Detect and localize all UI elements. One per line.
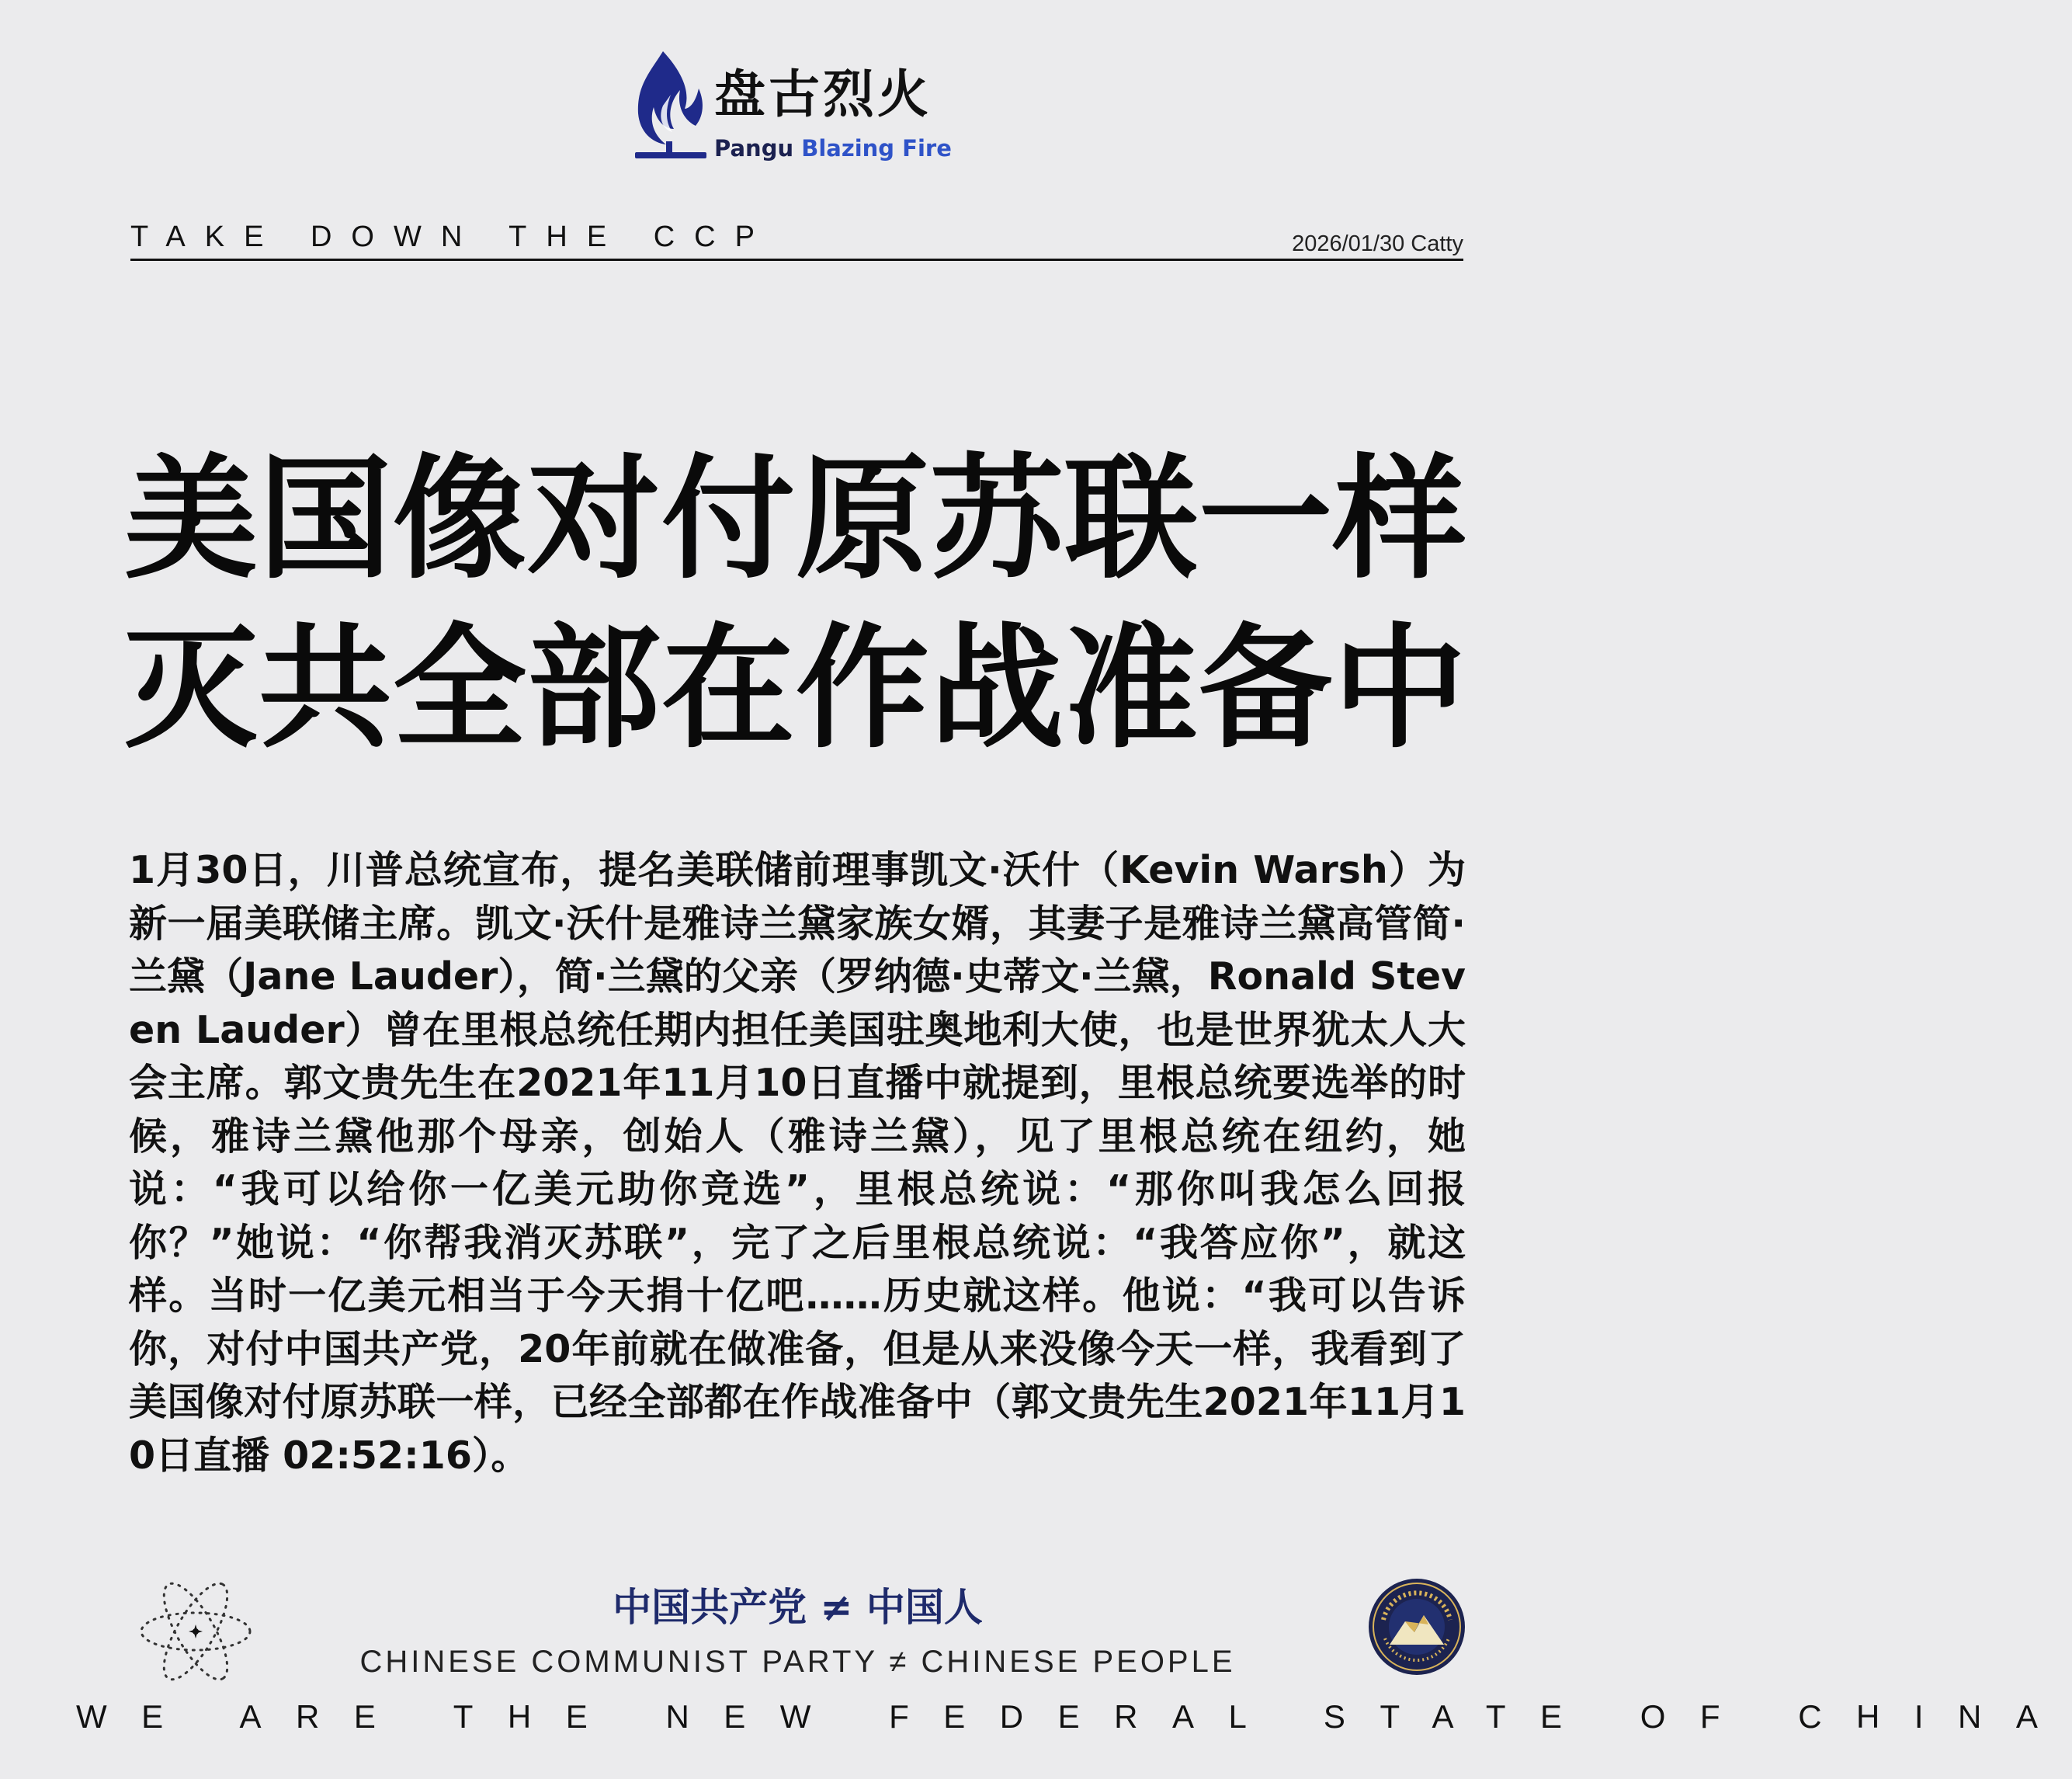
footer-en-slogan: CHINESE COMMUNIST PARTY ≠ CHINESE PEOPLE <box>359 1645 1236 1679</box>
himalaya-seal-icon <box>1366 1576 1467 1677</box>
article-body: 1月30日，川普总统宣布，提名美联储前理事凯文·沃什（Kevin Warsh）为新一届美联储主席。凯文·沃什是雅诗兰黛家族女婿，其妻子是雅诗兰黛高管简·兰黛（Jane Lauder），简·兰黛的父亲（罗纳德·史蒂文·兰黛，Ronald Steven Lauder）曾在里根总统任期内担任美国驻奥地利大使，也是世界犹太人大会主席。郭文贵先生在2021年11月10日直播中就提到，里根总统要选举的时候，雅诗兰黛他那个母亲，创始人（雅诗兰黛），见了里根总统在纽约，她说：“我可以给你一亿美元助你竞选”，里根总统说：“那你叫我怎么回报你？”她说：“你帮我消灭苏联”，完了之后里根总统说：“我答应你”，就这样。当时一亿美元相当于今天捐十亿吧……历史就这样。他说：“我可以告诉你，对付中国共产党，20年前就在做准备，但是从来没像今天一样，我看到了美国像对付原苏联一样，已经全部都在作战准备中（郭文贵先生2021年11月10日直播 02:52:16）。 <box>129 848 1466 1478</box>
flame-icon <box>627 48 711 165</box>
header-slogan: TAKE DOWN THE CCP <box>130 221 774 253</box>
footer-federal-slogan: WE ARE THE NEW FEDERAL STATE OF CHINA <box>76 1698 2072 1735</box>
footer-cn-slogan: 中国共产党 ≠ 中国人 <box>613 1585 983 1630</box>
headline-line-2: 灭共全部在作战准备中 <box>124 610 1467 766</box>
headline-line-1: 美国像对付原苏联一样 <box>124 441 1467 597</box>
brand-name-en <box>714 135 952 162</box>
brand-logo <box>627 48 969 165</box>
brand-name-cn: 盘古烈火 <box>714 64 932 124</box>
brand-name-en-part1: Pangu <box>714 135 794 162</box>
date-author: 2026/01/30 Catty <box>1292 231 1463 256</box>
header-divider <box>130 259 1463 261</box>
brand-name-en-part2: Blazing Fire <box>801 135 952 162</box>
headline <box>124 435 1475 773</box>
